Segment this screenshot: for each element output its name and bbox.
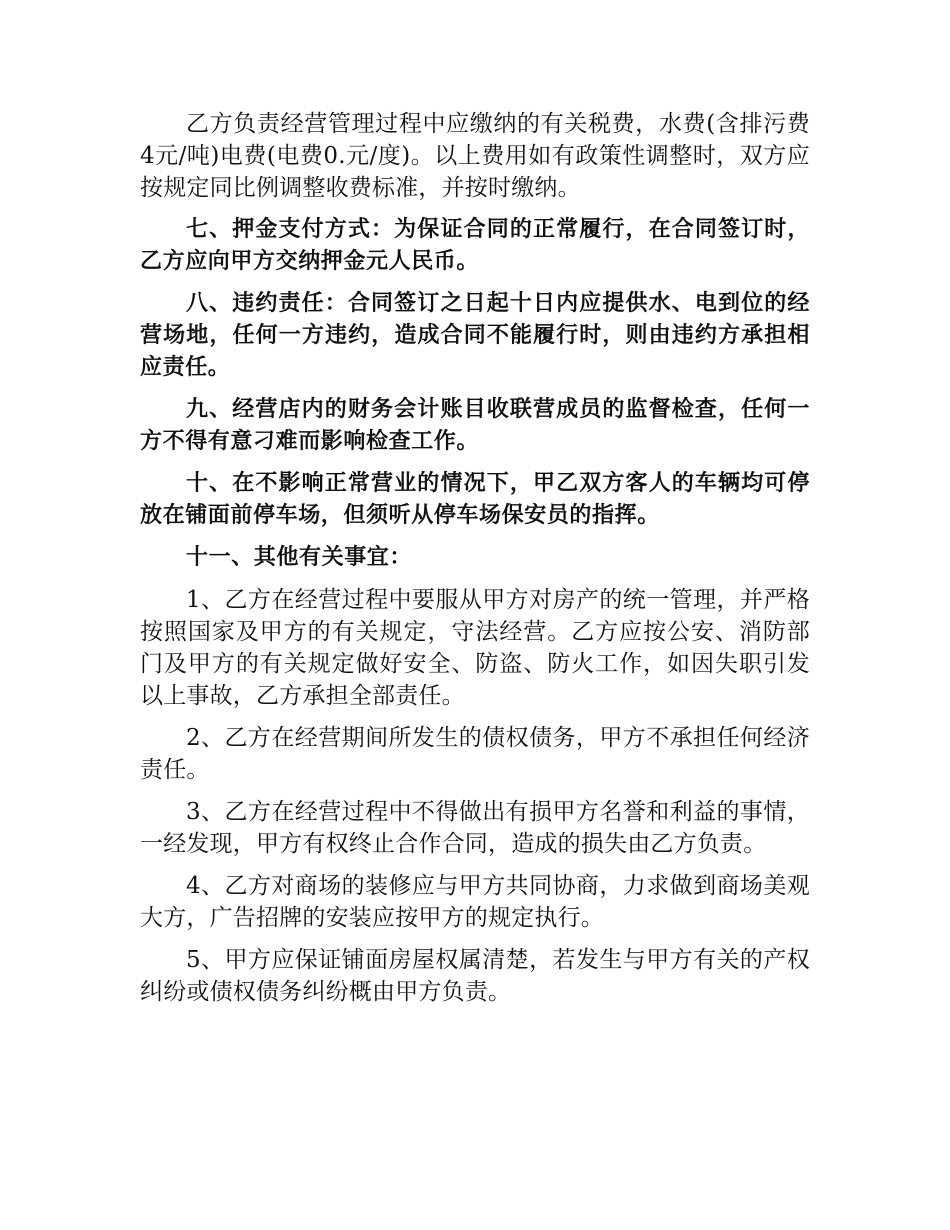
paragraph-clause-11-other: 十一、其他有关事宜： <box>186 545 413 570</box>
paragraph-item-3: 3、乙方在经营过程中不得做出有损甲方名誉和利益的事情，一经发现，甲方有权终止合作合同，造成的损失由乙方负责。 <box>140 799 810 857</box>
paragraph-clause-10-parking: 十、在不影响正常营业的情况下，甲乙双方客人的车辆均可停放在铺面前停车场，但须听从停车场保安员的指挥。 <box>140 471 810 528</box>
paragraph-item-1: 1、乙方在经营过程中要服从甲方对房产的统一管理，并严格按照国家及甲方的有关规定，守法经营。乙方应按公安、消防部门及甲方的有关规定做好安全、防盗、防火工作，如因失职引发以上事故，乙方承担全部责任。 <box>140 587 810 709</box>
paragraph-clause-9-audit: 九、经营店内的财务会计账目收联营成员的监督检查，任何一方不得有意刁难而影响检查工作。 <box>140 397 810 454</box>
paragraph-clause-8-liability: 八、违约责任：合同签订之日起十日内应提供水、电到位的经营场地，任何一方违约，造成合同不能履行时，则由违约方承担相应责任。 <box>140 291 810 380</box>
paragraph-item-4: 4、乙方对商场的装修应与甲方共同协商，力求做到商场美观大方，广告招牌的安装应按甲方的规定执行。 <box>140 873 810 931</box>
document-body <box>140 108 810 1018</box>
paragraph-fees: 乙方负责经营管理过程中应缴纳的有关税费，水费(含排污费4元/吨)电费(电费0.元/度)。以上费用如有政策性调整时，双方应按规定同比例调整收费标准，并按时缴纳。 <box>140 111 810 201</box>
paragraph-clause-7-deposit: 七、押金支付方式：为保证合同的正常履行，在合同签订时，乙方应向甲方交纳押金元人民币。 <box>140 217 810 274</box>
paragraph-item-5: 5、甲方应保证铺面房屋权属清楚，若发生与甲方有关的产权纠纷或债权债务纠纷概由甲方负责。 <box>140 947 810 1005</box>
paragraph-item-2: 2、乙方在经营期间所发生的债权债务，甲方不承担任何经济责任。 <box>140 725 810 783</box>
